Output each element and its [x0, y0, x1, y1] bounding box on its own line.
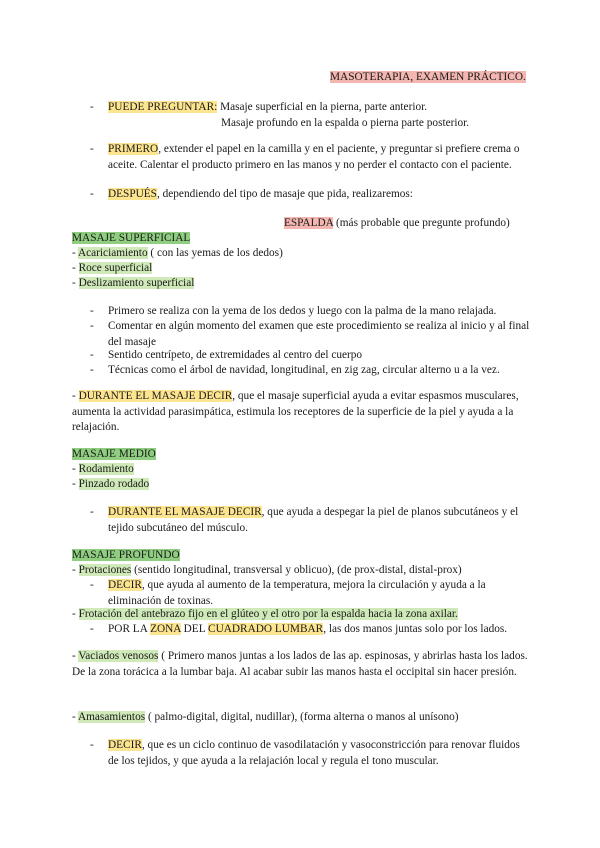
bullet-dash: - — [90, 506, 94, 518]
del-text: DEL — [180, 623, 209, 635]
medio-item — [72, 477, 149, 493]
decir2-paragraph — [108, 738, 533, 769]
espalda-label: ESPALDA — [284, 217, 334, 229]
vaciados-paragraph — [72, 649, 532, 680]
superficial-note: Comentar en algún momento del examen que este procedimiento se realiza al inicio y al final del masaje — [108, 320, 530, 348]
cuadrado-line — [108, 622, 507, 638]
amasamientos-text: ( palmo-digital, digital, nudillar), (forma alterna o manos al unísono) — [145, 711, 459, 723]
bullet-dash: - — [90, 739, 94, 751]
despues-paragraph — [108, 187, 413, 203]
decir-label: DECIR — [108, 579, 142, 591]
superficial-item — [72, 246, 283, 262]
bullet-dash: - — [72, 390, 76, 402]
primero-paragraph — [108, 142, 533, 173]
vaciados-text: ( Primero manos juntas a los lados de las ap. espinosas, y abrirlas hasta los lados. De la zona torácica a la lumbar baja. Al acabar subir las manos hasta el occipital sin hacer presión. — [72, 650, 528, 678]
bullet-dash: - — [90, 101, 94, 113]
superficial-note: Técnicas como el árbol de navidad, longitudinal, en zig zag, circular alterno u a la vez. — [108, 364, 500, 376]
superficial-heading-text: MASAJE SUPERFICIAL — [72, 232, 191, 244]
decir-label: DECIR — [108, 739, 142, 751]
frotacion-line — [72, 607, 458, 623]
vaciados-label: Vaciados venosos — [78, 650, 159, 662]
amasamientos-label: Amasamientos — [77, 711, 146, 723]
espalda-note: (más probable que pregunte profundo) — [333, 217, 510, 229]
bullet-dash: - — [72, 247, 76, 259]
profundo-heading — [72, 548, 180, 564]
durante-label: DURANTE EL MASAJE DECIR — [108, 506, 262, 518]
bullet-dash: - — [72, 478, 76, 490]
medio-heading-text: MASAJE MEDIO — [72, 448, 156, 460]
durante-label: DURANTE EL MASAJE DECIR — [78, 390, 233, 402]
protaciones-line — [72, 563, 462, 579]
amasamientos-line — [72, 710, 459, 726]
protaciones-text: (sentido longitudinal, transversal y oblicuo), (de prox-distal, distal-prox) — [131, 564, 462, 576]
bullet-dash: - — [72, 711, 76, 723]
superficial-item — [72, 276, 194, 292]
bullet-dash: - — [90, 349, 94, 361]
superficial-note: Primero se realiza con la yema de los dedos y luego con la palma de la mano relajada. — [108, 305, 497, 317]
espalda-heading — [284, 216, 510, 232]
bullet-dash: - — [90, 364, 94, 376]
superficial-item-label: Acariciamiento — [77, 247, 148, 259]
superficial-note: Sentido centrípeto, de extremidades al centro del cuerpo — [108, 349, 363, 361]
despues-text: , dependiendo del tipo de masaje que pida, realizaremos: — [156, 188, 413, 200]
title-text: MASOTERAPIA, EXAMEN PRÁCTICO. — [330, 71, 526, 83]
superficial-item — [72, 261, 152, 277]
bullet-dash: - — [72, 262, 76, 274]
zona-text: ZONA — [150, 623, 181, 635]
bullet-dash: - — [90, 188, 94, 200]
decir1-paragraph — [108, 578, 533, 609]
preguntar-text1: Masaje superficial en la pierna, parte anterior. — [217, 101, 428, 113]
bullet-dash: - — [72, 463, 76, 475]
medio-heading — [72, 447, 156, 463]
medio-item-label: Rodamiento — [78, 463, 134, 475]
bullet-dash: - — [90, 623, 94, 635]
superficial-item-label: Deslizamiento superficial — [78, 277, 195, 289]
primero-text: , extender el papel en la camilla y en el paciente, y preguntar si prefiere crema o aceite. Calentar el producto primero en las manos y no perder el contacto con el paciente. — [108, 143, 520, 171]
cuadrado-text: CUADRADO LUMBAR — [208, 623, 324, 635]
despues-label: DESPUÉS — [108, 188, 157, 200]
bullet-dash: - — [72, 277, 76, 289]
preguntar-line1 — [108, 100, 427, 116]
page-title — [330, 70, 526, 86]
bullet-dash: - — [72, 650, 76, 662]
bullet-dash: - — [90, 579, 94, 591]
profundo-heading-text: MASAJE PROFUNDO — [72, 549, 180, 561]
protaciones-label: Protaciones — [78, 564, 132, 576]
bullet-dash: - — [72, 564, 76, 576]
medio-item-label: Pinzado rodado — [78, 478, 150, 490]
superficial-durante-paragraph — [72, 389, 532, 436]
bullet-dash: - — [90, 305, 94, 317]
superficial-item-suffix: ( con las yemas de los dedos) — [147, 247, 283, 259]
medio-durante-paragraph — [108, 505, 533, 536]
durante-text: , que ayuda a despegar la piel de planos subcutáneos y el tejido subcutáneo del músculo. — [108, 506, 519, 534]
primero-label: PRIMERO — [108, 143, 159, 155]
superficial-heading — [72, 231, 190, 247]
medio-item — [72, 462, 134, 478]
por-la-text: POR LA — [108, 623, 151, 635]
superficial-item-label: Roce superficial — [78, 262, 153, 274]
durante-text: , que el masaje superficial ayuda a evitar espasmos musculares, aumenta la actividad parasimpática, estimula los receptores de la superficie de la piel y ayuda a la relajación. — [72, 390, 519, 433]
bullet-dash: - — [90, 320, 94, 332]
decir-text: , que es un ciclo continuo de vasodilatación y vasoconstricción para renovar fluidos de los tejidos, y que ayuda a la relajación local y regula el tono muscular. — [108, 739, 520, 767]
decir-text: , que ayuda al aumento de la temperatura, mejora la circulación y ayuda a la eliminación de toxinas. — [108, 579, 486, 607]
frotacion-text: Frotación del antebrazo fijo en el glúteo y el otro por la espalda hacia la zona axilar. — [78, 608, 458, 620]
preguntar-label: PUEDE PREGUNTAR: — [108, 101, 218, 113]
bullet-dash: - — [72, 608, 76, 620]
preguntar-line2: Masaje profundo en la espalda o pierna parte posterior. — [221, 117, 470, 129]
bullet-dash: - — [90, 143, 94, 155]
por-la-end-text: , las dos manos juntas solo por los lados. — [323, 623, 508, 635]
